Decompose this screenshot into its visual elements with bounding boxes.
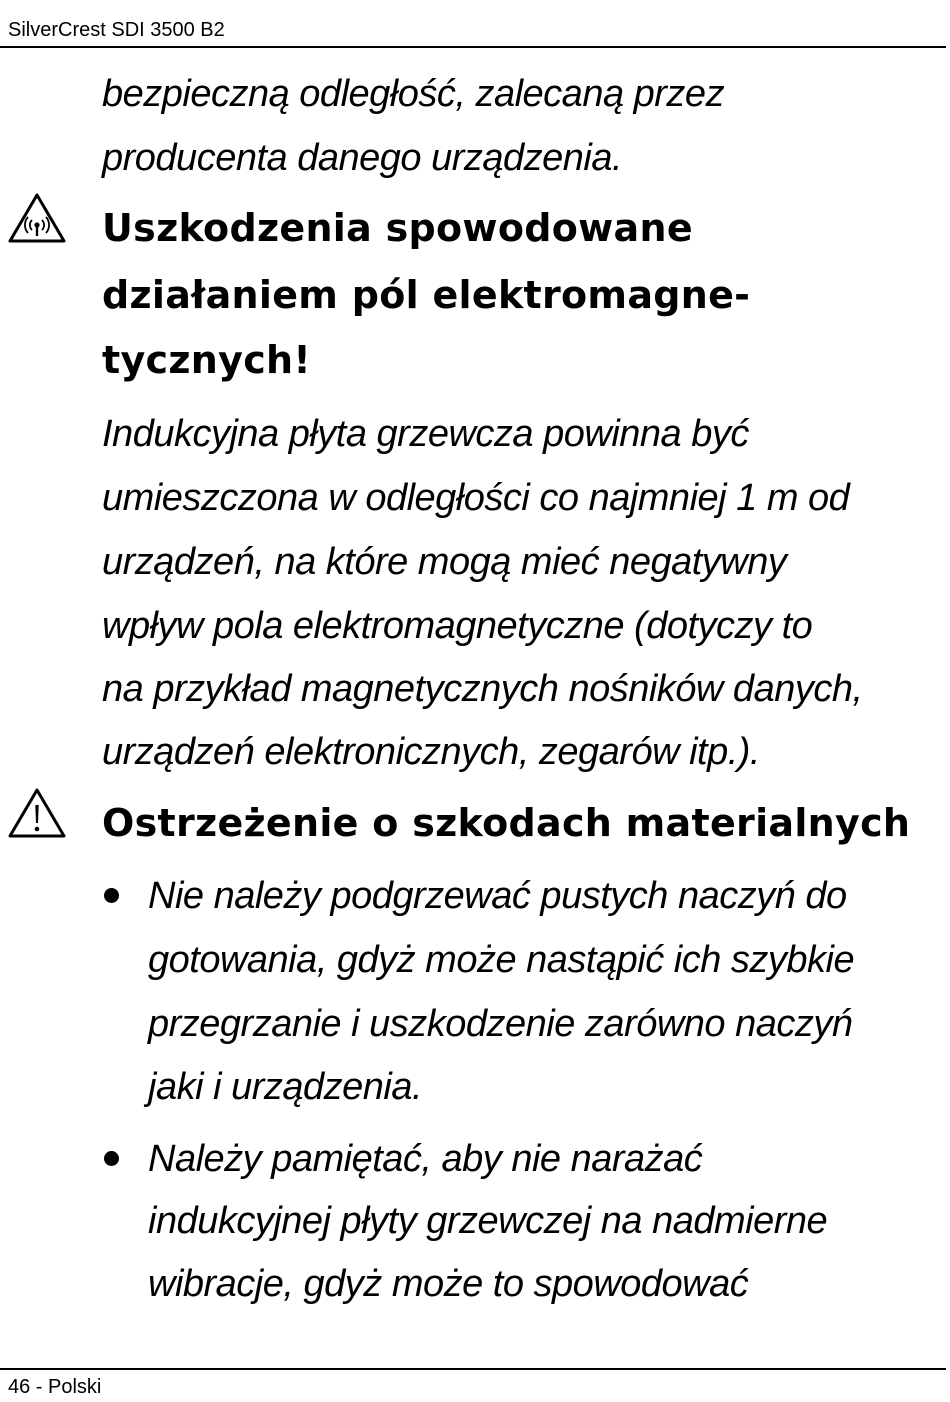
emf-body-line-2: umieszczona w odległości co najmniej 1 m od xyxy=(102,477,850,519)
bullet-icon xyxy=(104,888,119,903)
running-header: SilverCrest SDI 3500 B2 xyxy=(8,19,225,41)
footer-divider xyxy=(0,1368,946,1370)
emf-heading-line-1: Uszkodzenia spowodowane xyxy=(102,206,693,250)
emf-body-line-1: Indukcyjna płyta grzewcza powinna być xyxy=(102,413,749,455)
exclamation-warning-icon xyxy=(7,787,67,839)
emf-heading-line-3: tycznych! xyxy=(102,338,312,382)
emf-heading-line-2: działaniem pól elektromagne- xyxy=(102,273,751,317)
emf-body-line-6: urządzeń elektronicznych, zegarów itp.). xyxy=(102,731,760,773)
bullet-2-line-1: Należy pamiętać, aby nie narażać xyxy=(148,1138,703,1180)
intro-line-2: producenta danego urządzenia. xyxy=(102,137,623,179)
header-divider xyxy=(0,46,946,48)
bullet-1-line-3: przegrzanie i uszkodzenie zarówno naczyń xyxy=(148,1003,853,1045)
bullet-2-line-3: wibracje, gdyż może to spowodować xyxy=(148,1263,749,1305)
emf-body-line-4: wpływ pola elektromagnetyczne (dotyczy to xyxy=(102,605,813,647)
bullet-icon xyxy=(104,1151,119,1166)
emf-body-line-5: na przykład magnetycznych nośników danych, xyxy=(102,668,863,710)
material-damage-heading: Ostrzeżenie o szkodach materialnych xyxy=(102,801,911,845)
intro-line-1: bezpieczną odległość, zalecaną przez xyxy=(102,73,725,115)
bullet-2-line-2: indukcyjnej płyty grzewczej na nadmierne xyxy=(148,1200,828,1242)
bullet-1-line-1: Nie należy podgrzewać pustych naczyń do xyxy=(148,875,847,917)
bullet-1-line-4: jaki i urządzenia. xyxy=(148,1066,423,1108)
emf-body-line-3: urządzeń, na które mogą mieć negatywny xyxy=(102,541,787,583)
page-number: 46 - Polski xyxy=(8,1376,102,1398)
bullet-1-line-2: gotowania, gdyż może nastąpić ich szybkie xyxy=(148,939,855,981)
electromagnetic-warning-icon xyxy=(7,192,67,244)
